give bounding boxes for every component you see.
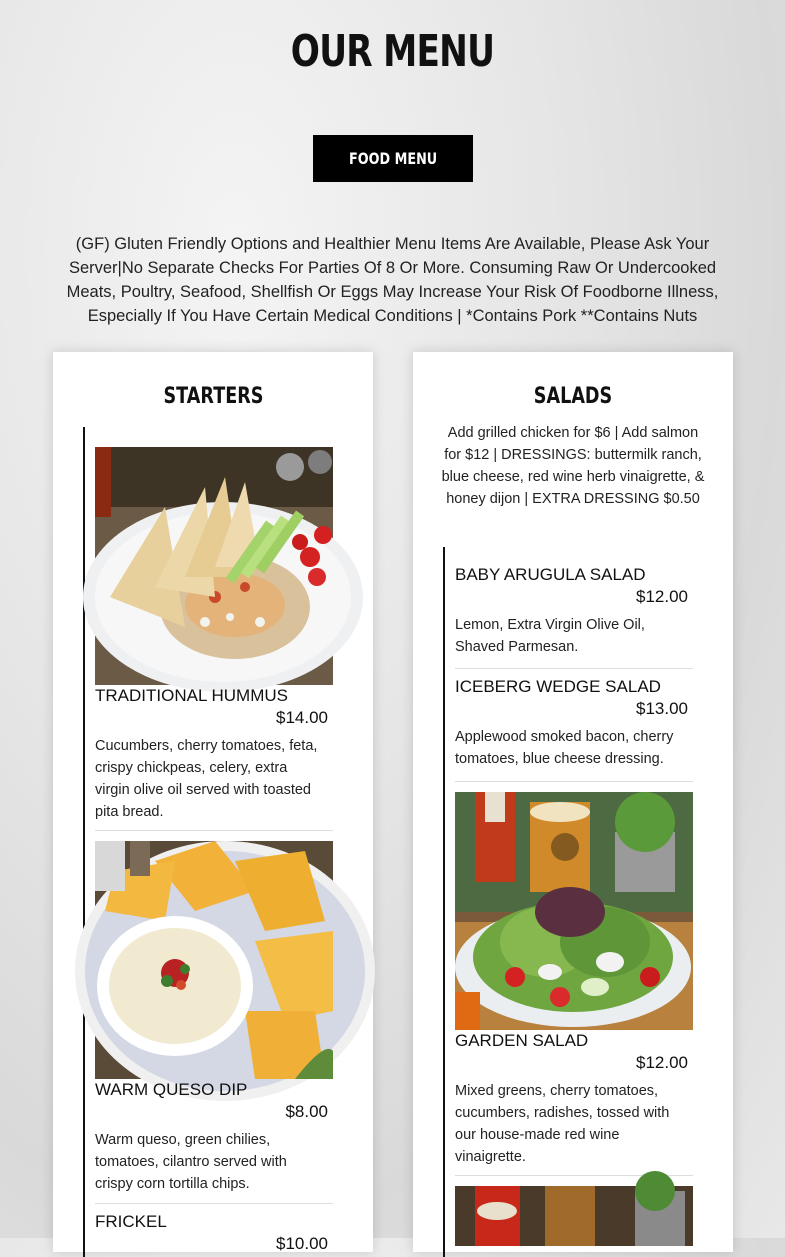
food-menu-tab[interactable] bbox=[313, 135, 473, 182]
starters-title bbox=[53, 384, 373, 409]
item-description: Applewood smoked bacon, cherry tomatoes, blue cheese dressing. bbox=[455, 729, 674, 767]
item-name: BABY ARUGULA SALAD bbox=[455, 565, 646, 584]
salads-title-text: SALADS bbox=[533, 384, 613, 409]
item-name: ICEBERG WEDGE SALAD bbox=[455, 677, 661, 696]
item-description: Mixed greens, cherry tomatoes, cucumbers, radishes, tossed with our house-made red wine vinaigrette. bbox=[455, 1083, 670, 1165]
menu-item[interactable] bbox=[455, 676, 693, 770]
salads-rule bbox=[443, 547, 445, 1257]
salads-card bbox=[413, 352, 733, 1252]
item-divider bbox=[455, 668, 693, 669]
item-name: WARM QUESO DIP bbox=[95, 1080, 248, 1099]
item-divider bbox=[95, 830, 333, 831]
item-price: $14.00 bbox=[276, 708, 328, 727]
menu-item[interactable] bbox=[95, 841, 333, 1195]
item-name: FRICKEL bbox=[95, 1212, 167, 1231]
item-description: Cucumbers, cherry tomatoes, feta, crispy chickpeas, celery, extra virgin olive oil served with toasted pita bread. bbox=[95, 738, 318, 820]
menu-item[interactable] bbox=[455, 564, 693, 658]
salads-title bbox=[413, 384, 733, 409]
page-title: OUR MENU bbox=[290, 26, 495, 77]
menu-item[interactable] bbox=[95, 447, 333, 823]
item-price: $12.00 bbox=[636, 587, 688, 606]
menu-notice: (GF) Gluten Friendly Options and Healthier Menu Items Are Available, Please Ask Your Server|No Separate Checks For Parties Of 8 Or More. Consuming Raw Or Undercooked Meats, Poultry, Seafood, Shellfish Or Eggs May Increase Your Risk Of Foodborne Illness, Especially If You Have Certain Medical Conditions | *Contains Pork **Contains Nuts bbox=[66, 235, 719, 325]
item-price: $13.00 bbox=[636, 699, 688, 718]
item-price: $10.00 bbox=[276, 1234, 328, 1253]
salads-subtitle: Add grilled chicken for $6 | Add salmon for $12 | DRESSINGS: buttermilk ranch, blue cheese, red wine herb vinaigrette, & honey dijon | EXTRA DRESSING $0.50 bbox=[441, 425, 705, 507]
item-description: Warm queso, green chilies, tomatoes, cilantro served with crispy corn tortilla chips. bbox=[95, 1132, 287, 1192]
starters-rule bbox=[83, 427, 85, 1257]
item-price: $12.00 bbox=[636, 1053, 688, 1072]
menu-item[interactable] bbox=[455, 792, 693, 1168]
next-salad-image bbox=[455, 1186, 693, 1246]
item-divider bbox=[95, 1203, 333, 1204]
item-name: TRADITIONAL HUMMUS bbox=[95, 686, 288, 705]
starters-title-text: STARTERS bbox=[163, 384, 263, 409]
item-divider bbox=[455, 781, 693, 782]
item-description: Lemon, Extra Virgin Olive Oil, Shaved Parmesan. bbox=[455, 617, 645, 655]
menu-item[interactable] bbox=[95, 1211, 333, 1255]
starters-card bbox=[53, 352, 373, 1252]
item-price: $8.00 bbox=[285, 1102, 328, 1121]
hummus-image bbox=[95, 447, 333, 685]
item-name: GARDEN SALAD bbox=[455, 1031, 589, 1050]
garden-salad-image bbox=[455, 792, 693, 1030]
queso-image bbox=[95, 841, 333, 1079]
food-menu-tab-label: FOOD MENU bbox=[348, 149, 438, 168]
